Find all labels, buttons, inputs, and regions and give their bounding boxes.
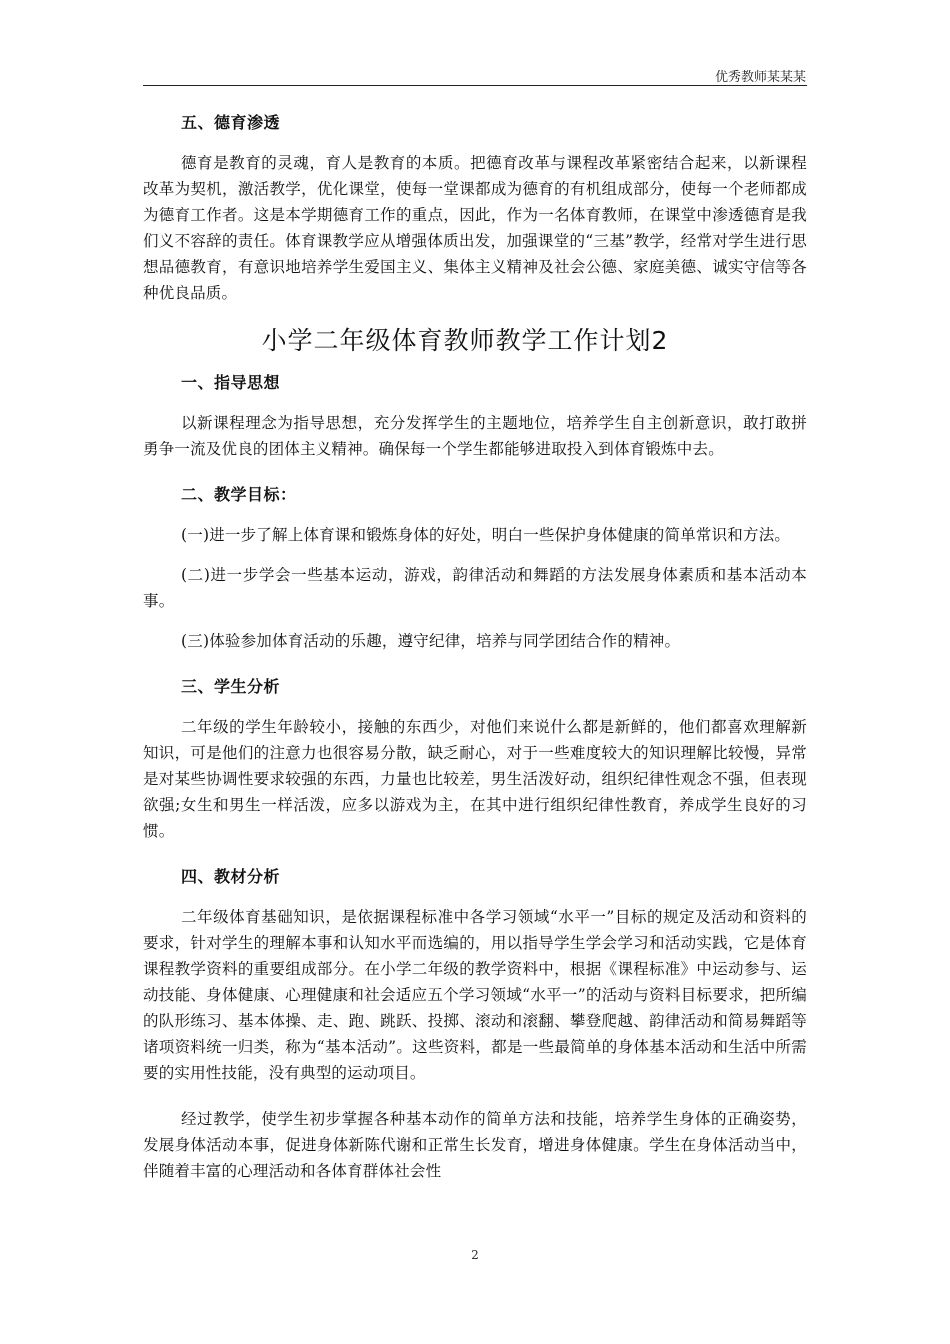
paragraph: (三)体验参加体育活动的乐趣，遵守纪律，培养与同学团结合作的精神。 xyxy=(181,632,681,650)
paragraph: 二年级体育基础知识，是依据课程标准中各学习领域“水平一”目标的规定及活动和资料的要求，针对学生的理解本事和认知水平而选编的，用以指导学生学会学习和活动实践，它是体育课程教学资料的重要组成部分。在小学二年级的教学资料中，根据《课程标准》中运动参与、运动技能、身体健康、心理健康和社会适应五个学习领域“水平一”的活动与资料目标要求，把所编的队形练习、基本体操、走、跑、跳跃、投掷、滚动和滚翻、攀登爬越、韵律活动和简易舞蹈等诸项资料统一归类，称为“基本活动”。这些资料，都是一些最简单的身体基本活动和生活中所需要的实用性技能，没有典型的运动项目。 xyxy=(143,908,807,1082)
paragraph: (一)进一步了解上体育课和锻炼身体的好处，明白一些保护身体健康的简单常识和方法。 xyxy=(181,526,791,544)
paragraph: 以新课程理念为指导思想，充分发挥学生的主题地位，培养学生自主创新意识，敢打敢拼勇争一流及优良的团体主义精神。确保每一个学生都能够进取投入到体育锻炼中去。 xyxy=(143,414,807,458)
section-heading: 四、教材分析 xyxy=(181,867,281,886)
section-heading: 三、学生分析 xyxy=(181,677,281,696)
header-divider xyxy=(143,85,807,86)
page-number: 2 xyxy=(471,1248,479,1262)
paragraph: 经过教学，使学生初步掌握各种基本动作的简单方法和技能，培养学生身体的正确姿势，发展身体活动本事，促进身体新陈代谢和正常生长发育，增进身体健康。学生在身体活动当中，伴随着丰富的心理活动和各体育群体社会性 xyxy=(143,1110,807,1180)
document-title: 小学二年级体育教师教学工作计划2 xyxy=(261,326,669,355)
paragraph: 德育是教育的灵魂，育人是教育的本质。把德育改革与课程改革紧密结合起来，以新课程改革为契机，激活教学，优化课堂，使每一堂课都成为德育的有机组成部分，使每一个老师都成为德育工作者。这是本学期德育工作的重点，因此，作为一名体育教师，在课堂中渗透德育是我们义不容辞的责任。体育课教学应从增强体质出发，加强课堂的“三基”教学，经常对学生进行思想品德教育，有意识地培养学生爱国主义、集体主义精神及社会公德、家庭美德、诚实守信等各种优良品质。 xyxy=(143,154,807,302)
section-heading: 一、指导思想 xyxy=(181,373,281,392)
paragraph: 二年级的学生年龄较小，接触的东西少，对他们来说什么都是新鲜的，他们都喜欢理解新知识，可是他们的注意力也很容易分散，缺乏耐心，对于一些难度较大的知识理解比较慢，异常是对某些协调性要求较强的东西，力量也比较差，男生活泼好动，组织纪律性观念不强，但表现欲强;女生和男生一样活泼，应多以游戏为主，在其中进行组织纪律性教育，养成学生良好的习惯。 xyxy=(143,718,807,840)
document-body xyxy=(143,110,807,1184)
paragraph: (二)进一步学会一些基本运动，游戏，韵律活动和舞蹈的方法发展身体素质和基本活动本事。 xyxy=(143,566,807,610)
page-header: 优秀教师某某某 xyxy=(714,70,806,85)
section-heading: 二、教学目标： xyxy=(181,485,297,504)
section-heading: 五、德育渗透 xyxy=(181,113,281,132)
